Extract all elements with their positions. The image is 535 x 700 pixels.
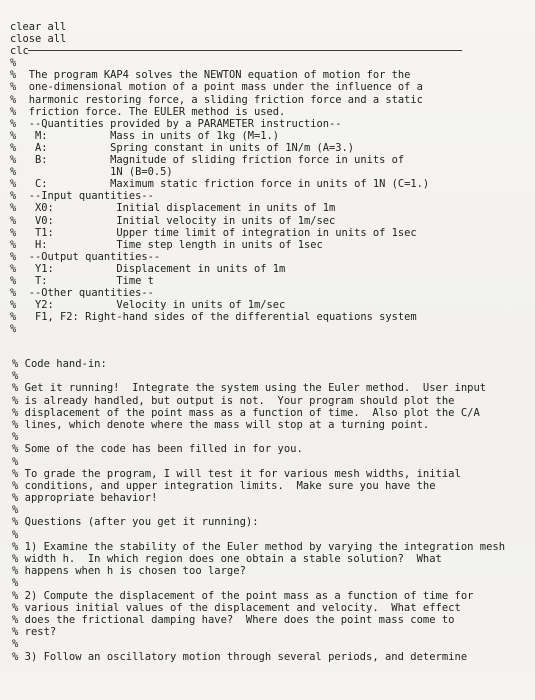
code-line: % — [10, 57, 17, 70]
code-line: % — [12, 528, 19, 541]
code-line: % friction force. The EULER method is used. — [10, 105, 286, 118]
code-line: % — [12, 504, 19, 517]
code-line: % 2) Compute the displacement of the point mass as a function of time for — [12, 589, 474, 602]
code-line: % — [12, 431, 19, 444]
code-line: % — [12, 455, 19, 468]
code-line: % --Quantities provided by a PARAMETER instruction-- — [10, 117, 342, 130]
code-line: % T: Time t — [10, 274, 154, 287]
code-line: % displacement of the point mass as a function of time. Also plot the C/A — [12, 406, 480, 419]
code-line: % 1) Examine the stability of the Euler method by varying the integration mesh — [12, 540, 506, 553]
code-line: % is already handled, but output is not. Your program should plot the — [12, 394, 455, 407]
code-line: % B: Magnitude of sliding friction force in units of — [10, 154, 405, 167]
code-line: % 1N (B=0.5) — [10, 166, 173, 179]
code-line: % 3) Follow an oscillatory motion through several periods, and determine — [12, 650, 468, 663]
code-line: % M: Mass in units of 1kg (M=1.) — [10, 129, 279, 142]
code-line: % To grade the program, I will test it for various mesh widths, initial — [12, 467, 461, 480]
code-line: % Code hand-in: — [12, 358, 107, 370]
code-line: close all — [10, 33, 67, 46]
code-line: % A: Spring constant in units of 1N/m (A=3.) — [10, 141, 355, 154]
code-line: % lines, which denote where the mass will stop at a turning point. — [12, 418, 430, 431]
code-line: % The program KAP4 solves the NEWTON equation of motion for the — [10, 69, 411, 82]
code-line: % Y2: Velocity in units of 1m/sec — [10, 299, 286, 312]
code-line: clear all — [10, 21, 67, 33]
code-line: % rest? — [12, 626, 57, 639]
code-line: % harmonic restoring force, a sliding friction force and a static — [10, 93, 423, 106]
code-line: % --Output quantities-- — [10, 250, 161, 263]
code-line: clc — [10, 45, 29, 58]
code-line: % X0: Initial displacement in units of 1m — [10, 202, 336, 215]
code-line: % appropriate behavior! — [12, 492, 158, 505]
code-line: % one-dimensional motion of a point mass under the influence of a — [10, 81, 423, 94]
code-line: % happens when h is chosen too large? — [12, 565, 246, 578]
code-line: % --Other quantities-- — [10, 287, 154, 300]
code-line: % --Input quantities-- — [10, 190, 154, 203]
code-line: % Get it running! Integrate the system using the Euler method. User input — [12, 382, 487, 395]
code-line: % — [12, 370, 19, 383]
code-line: % Y1: Displacement in units of 1m — [10, 262, 286, 275]
code-line: % Questions (after you get it running): — [12, 516, 259, 529]
code-line: % — [12, 577, 19, 590]
code-line: % V0: Initial velocity in units of 1m/sec — [10, 214, 336, 227]
code-line: % conditions, and upper integration limits. Make sure you have the — [12, 479, 436, 492]
code-line: % T1: Upper time limit of integration in units of 1sec — [10, 226, 417, 239]
code-line: % Some of the code has been filled in for you. — [12, 443, 303, 456]
code-line: % width h. In which region does one obtain a stable solution? What — [12, 553, 442, 565]
code-line: % — [10, 323, 17, 336]
code-line: % F1, F2: Right-hand sides of the differential equations system — [10, 311, 417, 324]
code-line: % C: Maximum static friction force in units of 1N (C=1.) — [10, 178, 430, 191]
code-block-instructions — [12, 358, 505, 663]
code-block-header — [10, 21, 429, 335]
code-line: % — [12, 638, 19, 651]
code-line: % H: Time step length in units of 1sec — [10, 238, 323, 251]
code-line: % does the frictional damping have? Where does the point mass come to — [12, 613, 455, 626]
code-line: % various initial values of the displacement and velocity. What effect — [12, 601, 461, 614]
